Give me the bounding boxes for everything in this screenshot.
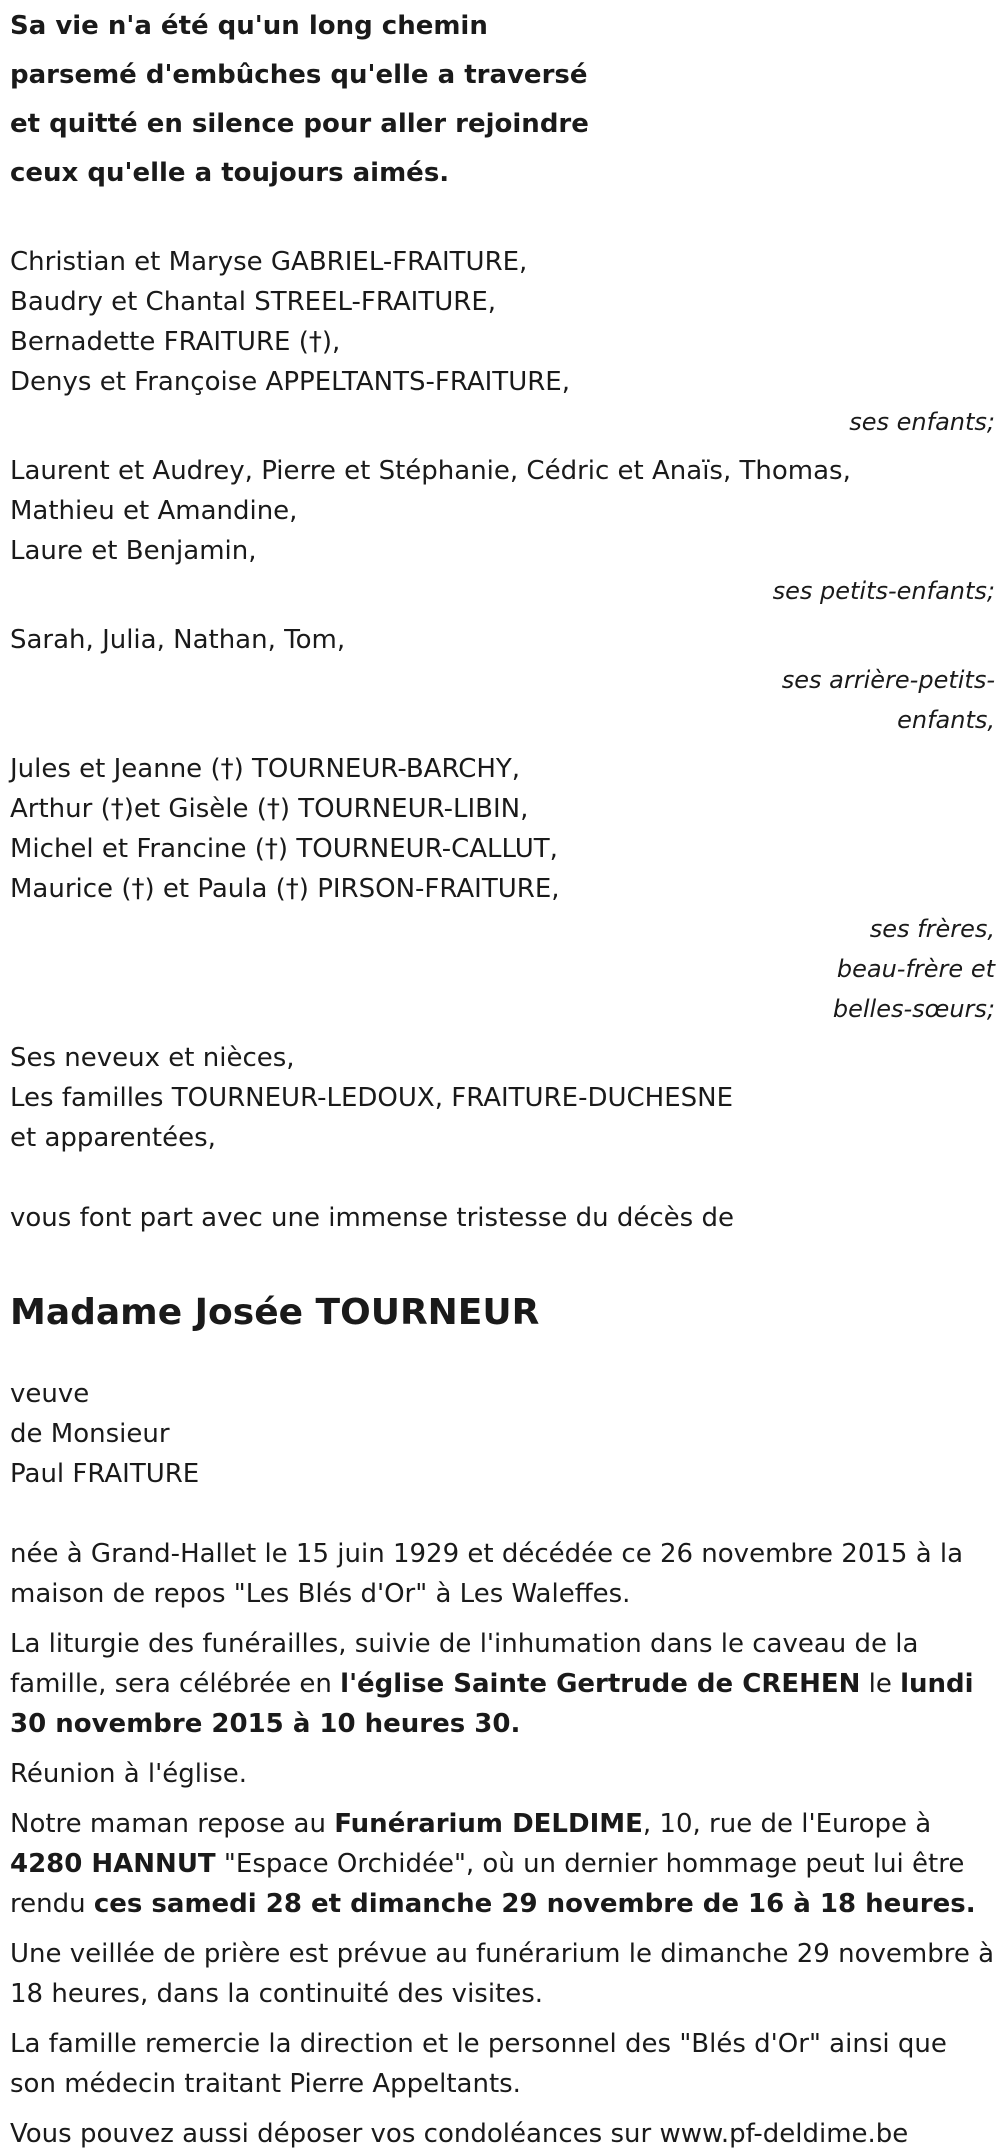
- family-line: Laurent et Audrey, Pierre et Stéphanie, Cédric et Anaïs, Thomas,: [10, 456, 851, 486]
- church-name: l'église Sainte Gertrude de CREHEN: [340, 1669, 861, 1699]
- liturgy-text: La liturgie des funérailles, suivie de l'inhumation dans le caveau de la famille, sera célébrée en: [10, 1629, 919, 1699]
- family-line: Sarah, Julia, Nathan, Tom,: [10, 625, 346, 655]
- announcement-text: [10, 1198, 1000, 1238]
- liturgy-text: le: [860, 1669, 901, 1699]
- family-line: Baudry et Chantal STREEL-FRAITURE,: [10, 287, 497, 317]
- funeral-date: lundi 30 novembre 2015 à 10 heures 30.: [10, 1669, 974, 1739]
- announcement-line: vous font part avec une immense tristesse du décès de: [10, 1203, 734, 1233]
- funerarium-city: 4280 HANNUT: [10, 1849, 216, 1879]
- quote-line: ceux qu'elle a toujours aimés.: [10, 158, 450, 188]
- family-line: Michel et Francine (†) TOURNEUR-CALLUT,: [10, 834, 558, 864]
- vigil-paragraph: Une veillée de prière est prévue au funérarium le dimanche 29 novembre à 18 heures, dans la continuité des visites.: [10, 1939, 995, 2009]
- funerarium-text: Notre maman repose au: [10, 1809, 335, 1839]
- family-line: Les familles TOURNEUR-LEDOUX, FRAITURE-DUCHESNE: [10, 1083, 734, 1113]
- family-line: Ses neveux et nièces,: [10, 1043, 295, 1073]
- role-line: ses arrière-petits-: [781, 666, 995, 694]
- great-grandchildren-role: [10, 660, 995, 740]
- deceased-name: Madame Josée TOURNEUR: [10, 1292, 540, 1333]
- funerarium-text: "Espace Orchidée", où un dernier hommage peut lui être rendu: [10, 1849, 965, 1919]
- widow-line: de Monsieur: [10, 1419, 170, 1449]
- family-line: et apparentées,: [10, 1123, 216, 1153]
- role-line: ses enfants;: [849, 408, 995, 436]
- family-line: Arthur (†)et Gisèle (†) TOURNEUR-LIBIN,: [10, 794, 529, 824]
- grandchildren-role: [10, 571, 995, 611]
- family-line: Maurice (†) et Paula (†) PIRSON-FRAITURE,: [10, 874, 560, 904]
- reunion-paragraph: Réunion à l'église.: [10, 1759, 248, 1789]
- family-line: Jules et Jeanne (†) TOURNEUR-BARCHY,: [10, 754, 521, 784]
- family-line: Bernadette FRAITURE (†),: [10, 327, 341, 357]
- family-line: Mathieu et Amandine,: [10, 496, 298, 526]
- funerarium-text: , 10, rue de l'Europe à: [642, 1809, 932, 1839]
- funerarium-name: Funérarium DELDIME: [334, 1809, 643, 1839]
- role-line: enfants,: [897, 706, 995, 734]
- siblings-role: [10, 909, 995, 1029]
- quote-line: et quitté en silence pour aller rejoindre: [10, 109, 589, 139]
- role-line: ses frères,: [869, 915, 995, 943]
- role-line: ses petits-enfants;: [772, 577, 995, 605]
- great-grandchildren-list: [10, 620, 1000, 660]
- liturgy-paragraph: [10, 1624, 1000, 1744]
- condolences-paragraph: Vous pouvez aussi déposer vos condoléances sur www.pf-deldime.be: [10, 2119, 909, 2149]
- visiting-times: ces samedi 28 et dimanche 29 novembre de 16 à 18 heures.: [93, 1889, 976, 1919]
- memorial-quote: [10, 2, 1000, 198]
- widow-line: veuve: [10, 1379, 90, 1409]
- relatives-list: [10, 1038, 1000, 1158]
- role-line: beau-frère et: [836, 955, 995, 983]
- family-line: Denys et Françoise APPELTANTS-FRAITURE,: [10, 367, 570, 397]
- family-line: Laure et Benjamin,: [10, 536, 257, 566]
- quote-line: parsemé d'embûches qu'elle a traversé: [10, 60, 588, 90]
- grandchildren-list: [10, 451, 1000, 571]
- funerarium-paragraph: [10, 1804, 1000, 1924]
- family-line: Christian et Maryse GABRIEL-FRAITURE,: [10, 247, 528, 277]
- quote-line: Sa vie n'a été qu'un long chemin: [10, 11, 488, 41]
- children-list: [10, 242, 1000, 402]
- birth-death-paragraph: née à Grand-Hallet le 15 juin 1929 et décédée ce 26 novembre 2015 à la maison de repos "Les Blés d'Or" à Les Waleffes.: [10, 1539, 964, 1609]
- role-line: belles-sœurs;: [832, 995, 995, 1023]
- obituary-notice: [10, 0, 1000, 2154]
- widow-of: [10, 1374, 1000, 1494]
- widow-line: Paul FRAITURE: [10, 1459, 200, 1489]
- thanks-paragraph: La famille remercie la direction et le personnel des "Blés d'Or" ainsi que son médecin traitant Pierre Appeltants.: [10, 2029, 947, 2099]
- siblings-list: [10, 749, 1000, 909]
- children-role: [10, 402, 995, 442]
